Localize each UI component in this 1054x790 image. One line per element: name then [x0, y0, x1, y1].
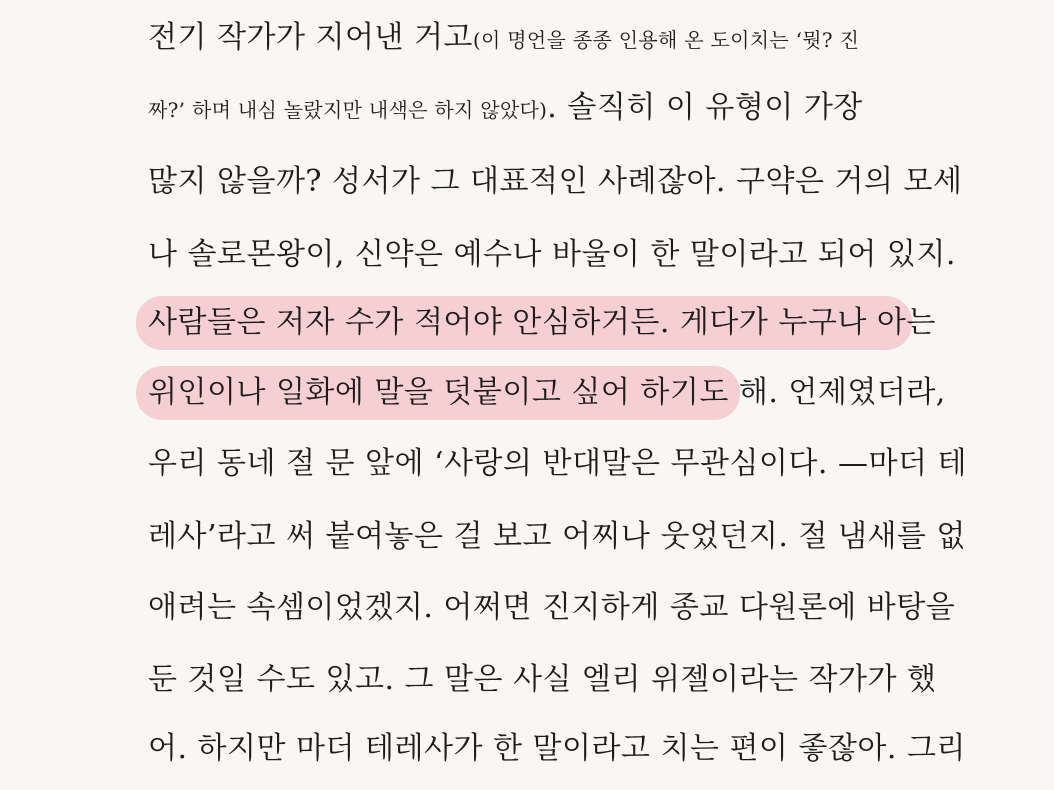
- text-line-10: [148, 658, 937, 702]
- text-line-3: [148, 160, 963, 204]
- text-main: 전기 작가가 지어낸 거고: [148, 20, 473, 55]
- text-main: 많지 않을까? 성서가 그 대표적인 사례잖아. 구약은 거의 모세: [148, 164, 963, 199]
- text-small: 짜?’ 하며 내심 놀랐지만 내색은 하지 않았다): [148, 98, 548, 122]
- text-highlighted: 위인이나 일화에 말을 덧붙이고 싶어 하기도 해.: [148, 375, 779, 410]
- text-line-4: [148, 233, 956, 277]
- text-main: 애려는 속셈이었겠지. 어쩌면 진지하게 종교 다원론에 바탕을: [148, 590, 956, 625]
- text-main: 우리 동네 절 문 앞에 ‘사랑의 반대말은 무관심이다. —마더 테: [148, 446, 967, 481]
- text-line-8: [148, 515, 966, 559]
- text-line-2: [148, 86, 900, 132]
- text-main: 어. 하지만 마더 테레사가 한 말이라고 치는 편이 좋잖아. 그리: [148, 731, 966, 766]
- text-line-9: [148, 586, 956, 630]
- text-rest: 언제였더라,: [778, 375, 946, 410]
- text-line-11: [148, 727, 966, 771]
- text-small: (이 명언을 종종 인용해 온 도이치는 ‘뭣? 진: [472, 28, 860, 52]
- text-main: 둔 것일 수도 있고. 그 말은 사실 엘리 위젤이라는 작가가 했: [148, 662, 937, 697]
- text-line-5-highlighted: [148, 301, 936, 345]
- text-line-1: [148, 16, 900, 62]
- text-main: 레사’라고 써 붙여놓은 걸 보고 어찌나 웃었던지. 절 냄새를 없: [148, 519, 966, 554]
- text-line-6: [148, 371, 946, 415]
- text-main: 나 솔로몬왕이, 신약은 예수나 바울이 한 말이라고 되어 있지.: [148, 237, 956, 272]
- text-line-7: [148, 442, 967, 486]
- text-main: 사람들은 저자 수가 적어야 안심하거든. 게다가 누구나 아는: [148, 305, 936, 340]
- text-main: . 솔직히 이 유형이 가장: [547, 90, 863, 125]
